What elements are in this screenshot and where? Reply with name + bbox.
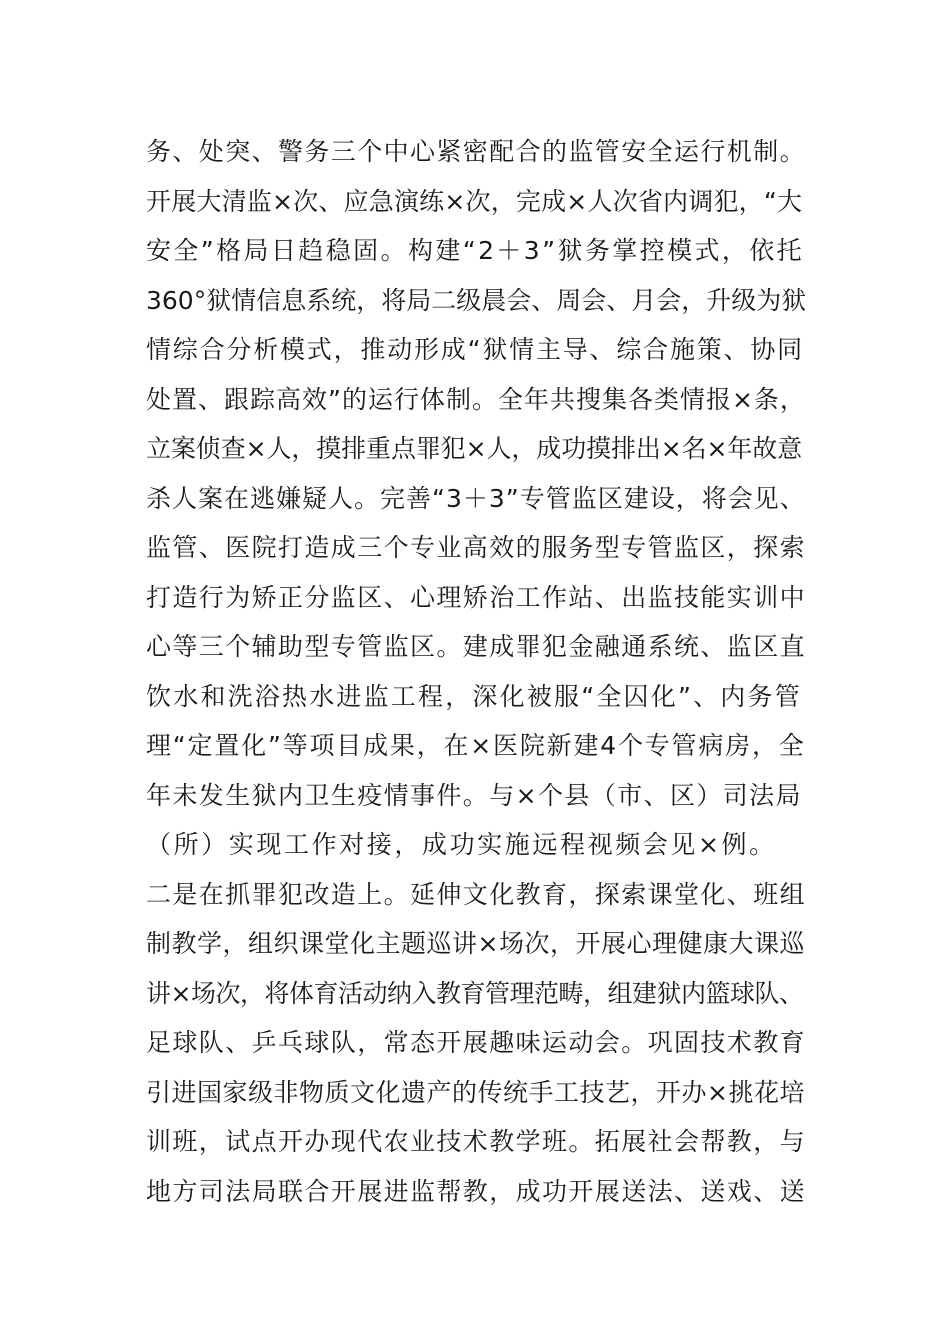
text-line-21: 训班，试点开办现代农业技术教学班。拓展社会帮教，与 — [146, 1127, 807, 1156]
text-line-10: 打造行为矫正分监区、心理矫治工作站、出监技能实训中 — [146, 583, 807, 612]
text-line-12: 饮水和洗浴热水进监工程，深化被服“全囚化”、内务管 — [146, 682, 802, 711]
text-line-22: 地方司法局联合开展进监帮教，成功开展送法、送戏、送 — [146, 1177, 807, 1206]
text-line-14: 年未发生狱内卫生疫情事件。与×个县（市、区）司法局 — [146, 781, 802, 810]
text-line-6: 处置、跟踪高效”的运行体制。全年共搜集各类情报×条， — [146, 385, 806, 414]
text-line-19: 足球队、乒乓球队，常态开展趣味运动会。巩固技术教育 — [146, 1028, 807, 1057]
text-line-17: 制教学，组织课堂化主题巡讲×场次，开展心理健康大课巡 — [146, 929, 805, 958]
text-line-9: 监管、医院打造成三个专业高效的服务型专管监区，探索 — [146, 533, 807, 562]
text-line-13: 理“定置化”等项目成果，在×医院新建4个专管病房，全 — [146, 731, 806, 760]
text-line-2: 开展大清监×次、应急演练×次，完成×人次省内调犯，“大 — [146, 187, 803, 216]
text-line-1: 务、处突、警务三个中心紧密配合的监管安全运行机制。 — [146, 137, 807, 166]
text-line-4: 360°狱情信息系统，将局二级晨会、周会、月会，升级为狱 — [146, 286, 807, 315]
text-line-18: 讲×场次，将体育活动纳入教育管理范畴，组建狱内篮球队、 — [146, 979, 804, 1008]
text-line-11: 心等三个辅助型专管监区。建成罪犯金融通系统、监区直 — [146, 632, 807, 661]
text-line-16: 二是在抓罪犯改造上。延伸文化教育，探索课堂化、班组 — [146, 880, 807, 909]
text-line-8: 杀人案在逃嫌疑人。完善“3＋3”专管监区建设，将会见、 — [146, 484, 806, 513]
text-line-20: 引进国家级非物质文化遗产的传统手工技艺，开办×挑花培 — [146, 1078, 805, 1107]
text-line-3: 安全”格局日趋稳固。构建“2＋3”狱务掌控模式，依托 — [146, 236, 805, 265]
text-line-7: 立案侦查×人，摸排重点罪犯×人，成功摸排出×名×年故意 — [146, 434, 803, 463]
text-line-5: 情综合分析模式，推动形成“狱情主导、综合施策、协同 — [146, 335, 804, 364]
text-line-15: （所）实现工作对接，成功实施远程视频会见×例。 — [146, 830, 777, 859]
